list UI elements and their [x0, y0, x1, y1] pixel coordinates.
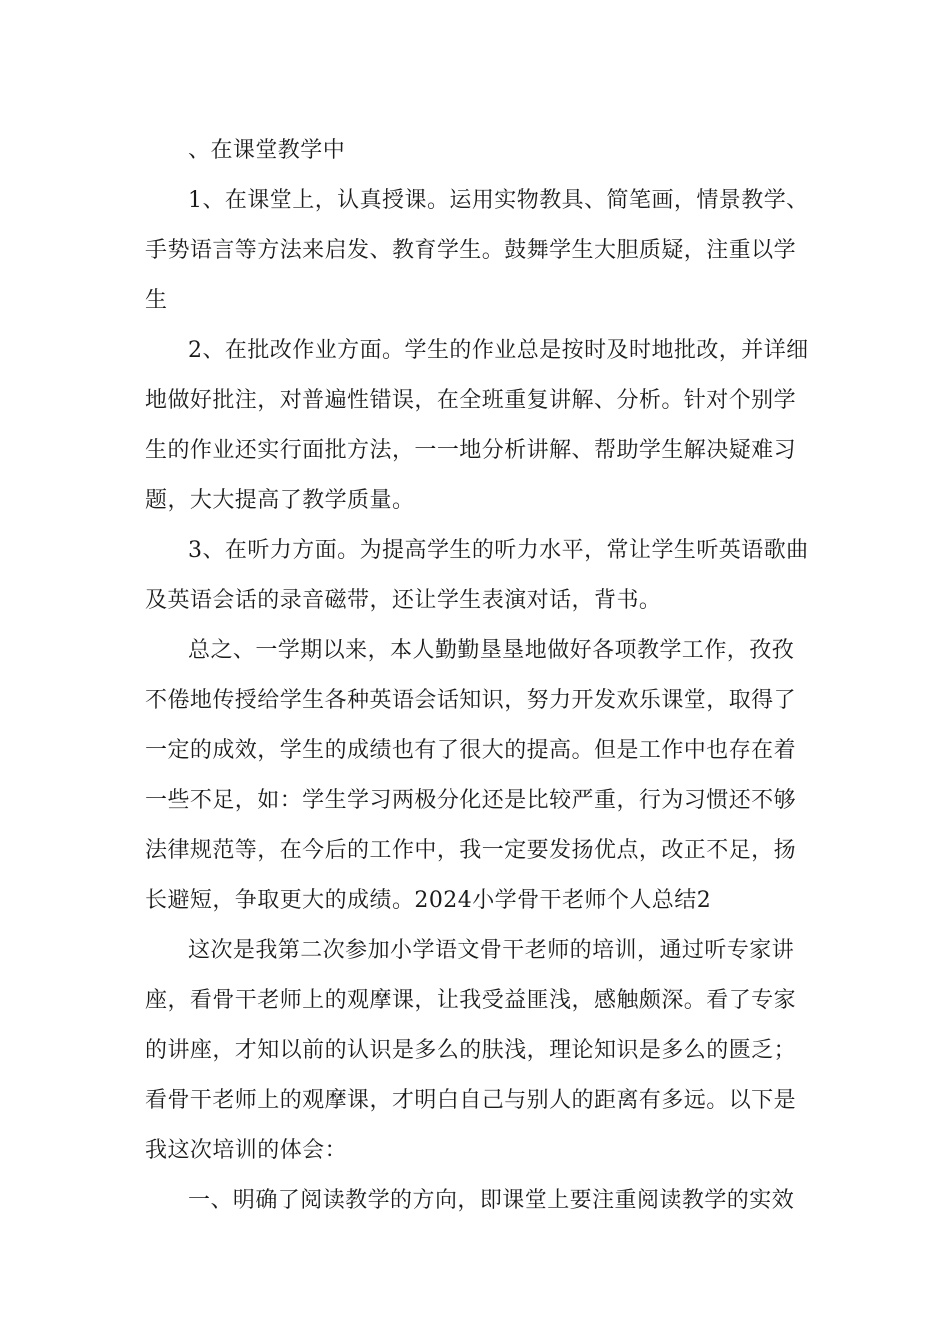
- paragraph-4-line-3: 一定的成效，学生的成绩也有了很大的提高。但是工作中也存在着: [145, 738, 797, 763]
- paragraph-2-line-2: 地做好批注，对普遍性错误，在全班重复讲解、分析。针对个别学: [145, 388, 797, 413]
- paragraph-3-line-2: 及英语会话的录音磁带，还让学生表演对话，背书。: [145, 588, 662, 613]
- paragraph-5-line-4: 看骨干老师上的观摩课，才明白自己与别人的距离有多远。以下是: [145, 1088, 797, 1113]
- paragraph-1-line-3: 生: [145, 288, 168, 313]
- paragraph-5-line-3: 的讲座，才知以前的认识是多么的肤浅，理论知识是多么的匮乏；: [145, 1038, 797, 1063]
- paragraph-6-line-1: 一、明确了阅读教学的方向，即课堂上要注重阅读教学的实效: [188, 1188, 795, 1213]
- paragraph-4-line-5: 法律规范等，在今后的工作中，我一定要发扬优点，改正不足，扬: [145, 838, 797, 863]
- paragraph-4-line-4: 一些不足，如：学生学习两极分化还是比较严重，行为习惯还不够: [145, 788, 797, 813]
- paragraph-3-line-1: 3、在听力方面。为提高学生的听力水平，常让学生听英语歌曲: [188, 538, 809, 563]
- paragraph-2-line-1: 2、在批改作业方面。学生的作业总是按时及时地批改，并详细: [188, 338, 809, 363]
- paragraph-5-line-2: 座，看骨干老师上的观摩课，让我受益匪浅，感触颇深。看了专家: [145, 988, 797, 1013]
- paragraph-5-line-5: 我这次培训的体会：: [145, 1138, 348, 1163]
- paragraph-4-line-1: 总之、一学期以来，本人勤勤垦垦地做好各项教学工作，孜孜: [188, 638, 795, 663]
- paragraph-2-line-3: 生的作业还实行面批方法，一一地分析讲解、帮助学生解决疑难习: [145, 438, 797, 463]
- paragraph-1-line-2: 手势语言等方法来启发、教育学生。鼓舞学生大胆质疑，注重以学: [145, 238, 797, 263]
- paragraph-5-line-1: 这次是我第二次参加小学语文骨干老师的培训，通过听专家讲: [188, 938, 795, 963]
- paragraph-4-line-2: 不倦地传授给学生各种英语会话知识，努力开发欢乐课堂，取得了: [145, 688, 797, 713]
- paragraph-2-line-4: 题，大大提高了教学质量。: [145, 488, 415, 513]
- section-heading: 、在课堂教学中: [188, 138, 346, 163]
- paragraph-4-line-6: 长避短，争取更大的成绩。2024小学骨干老师个人总结2: [145, 888, 712, 913]
- paragraph-1-line-1: 1、在课堂上，认真授课。运用实物教具、简笔画，情景教学、: [188, 188, 809, 213]
